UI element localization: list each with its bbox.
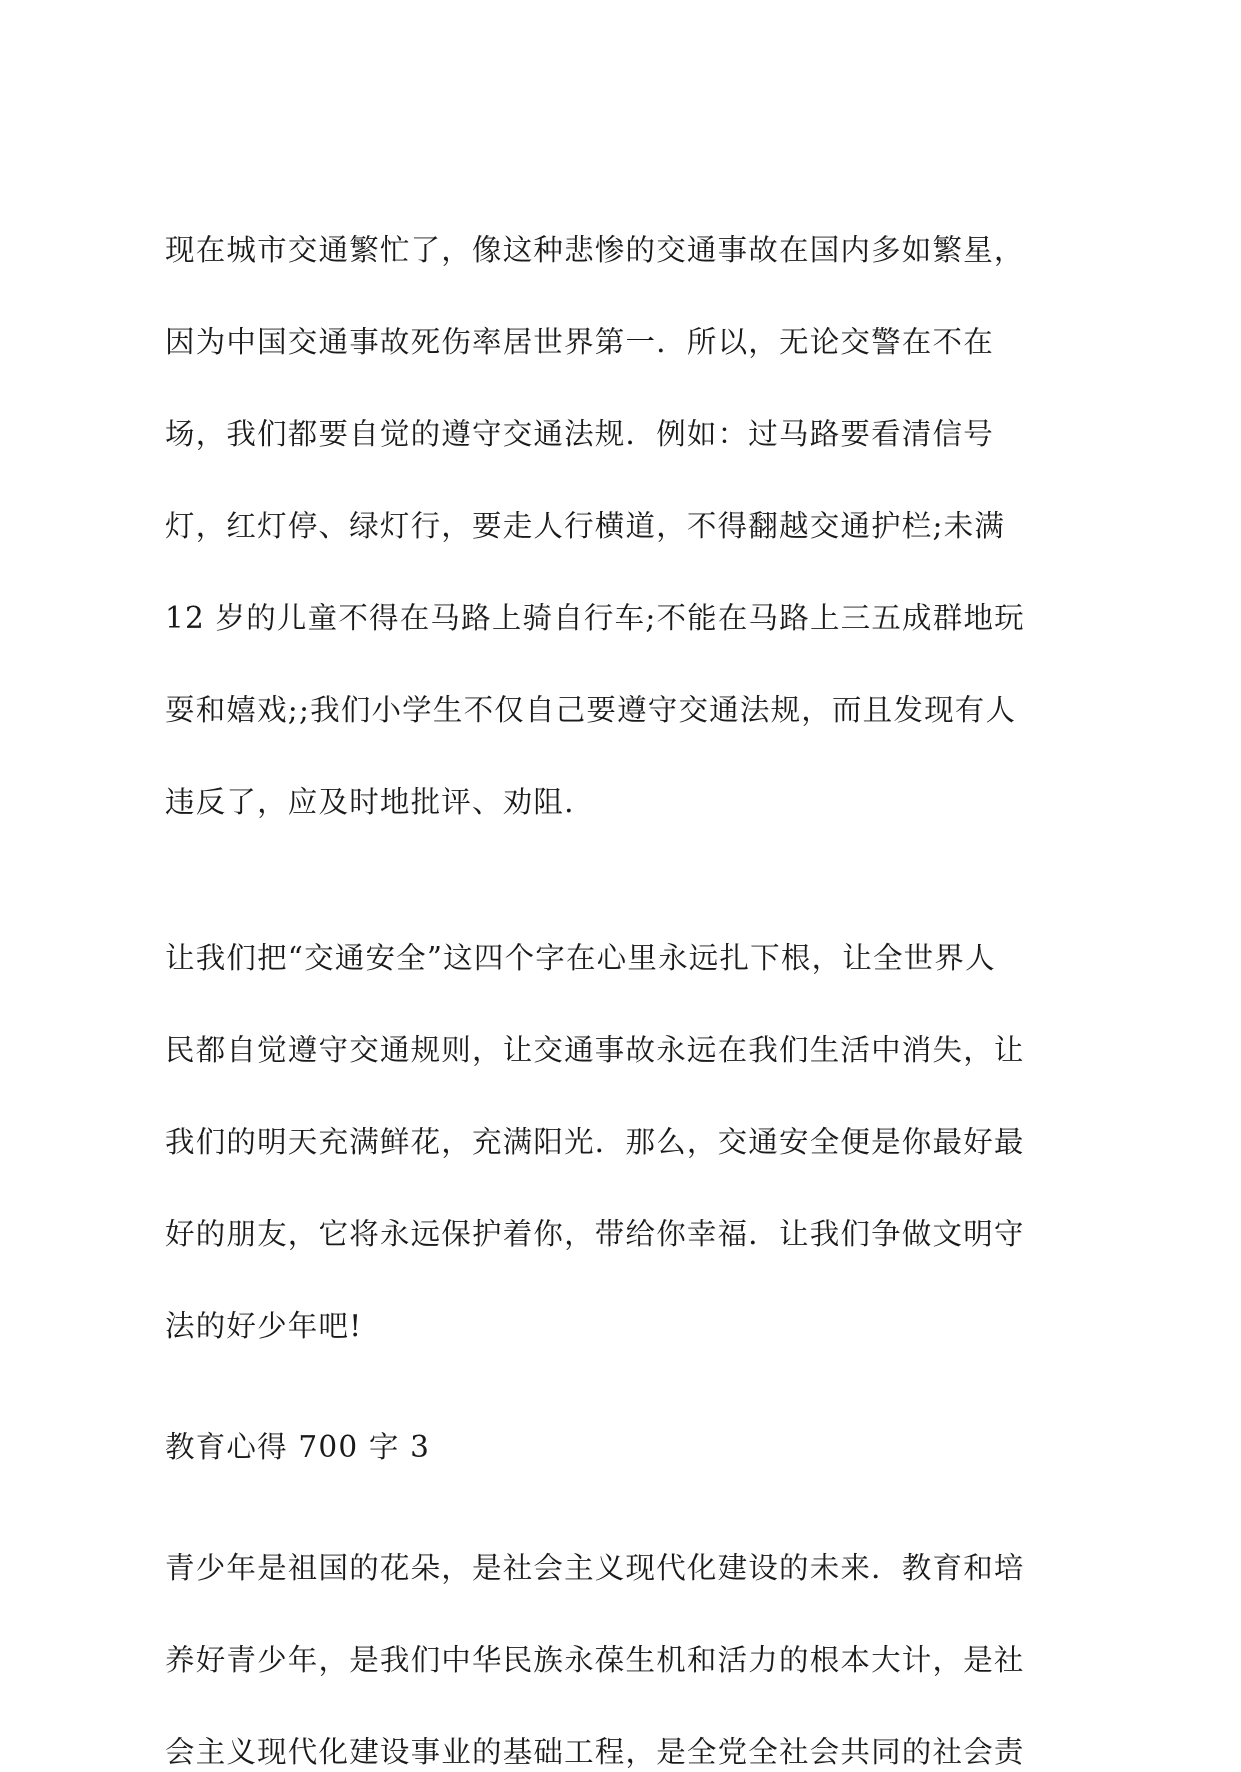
text-line: 青少年是祖国的花朵，是社会主义现代化建设的未来．教育和培 xyxy=(165,1551,1025,1585)
text-line: 我们的明天充满鲜花，充满阳光．那么，交通安全便是你最好最 xyxy=(165,1125,1025,1159)
text-line: 民都自觉遵守交通规则，让交通事故永远在我们生活中消失，让 xyxy=(165,1033,1025,1067)
text-line: 法的好少年吧! xyxy=(165,1309,363,1343)
text-line: 好的朋友，它将永远保护着你，带给你幸福．让我们争做文明守 xyxy=(165,1217,1025,1251)
text-line: 让我们把“交通安全”这四个字在心里永远扎下根，让全世界人 xyxy=(165,941,996,975)
section-heading: 教育心得 700 字 3 xyxy=(165,1430,431,1464)
text-line: 违反了，应及时地批评、劝阻. xyxy=(165,785,575,819)
text-line: 现在城市交通繁忙了，像这种悲惨的交通事故在国内多如繁星， xyxy=(165,233,1025,267)
text-line: 耍和嬉戏;;我们小学生不仅自己要遵守交通法规，而且发现有人 xyxy=(165,693,1017,727)
text-line: 12 岁的儿童不得在马路上骑自行车;不能在马路上三五成群地玩 xyxy=(165,601,1025,635)
text-line: 灯，红灯停、绿灯行，要走人行横道，不得翻越交通护栏;未满 xyxy=(165,509,1006,543)
text-line: 场，我们都要自觉的遵守交通法规．例如：过马路要看清信号 xyxy=(165,417,994,451)
text-line: 因为中国交通事故死伤率居世界第一．所以，无论交警在不在 xyxy=(165,325,994,359)
text-line: 养好青少年，是我们中华民族永葆生机和活力的根本大计，是社 xyxy=(165,1643,1025,1677)
text-line: 会主义现代化建设事业的基础工程，是全党全社会共同的社会责 xyxy=(165,1735,1025,1769)
